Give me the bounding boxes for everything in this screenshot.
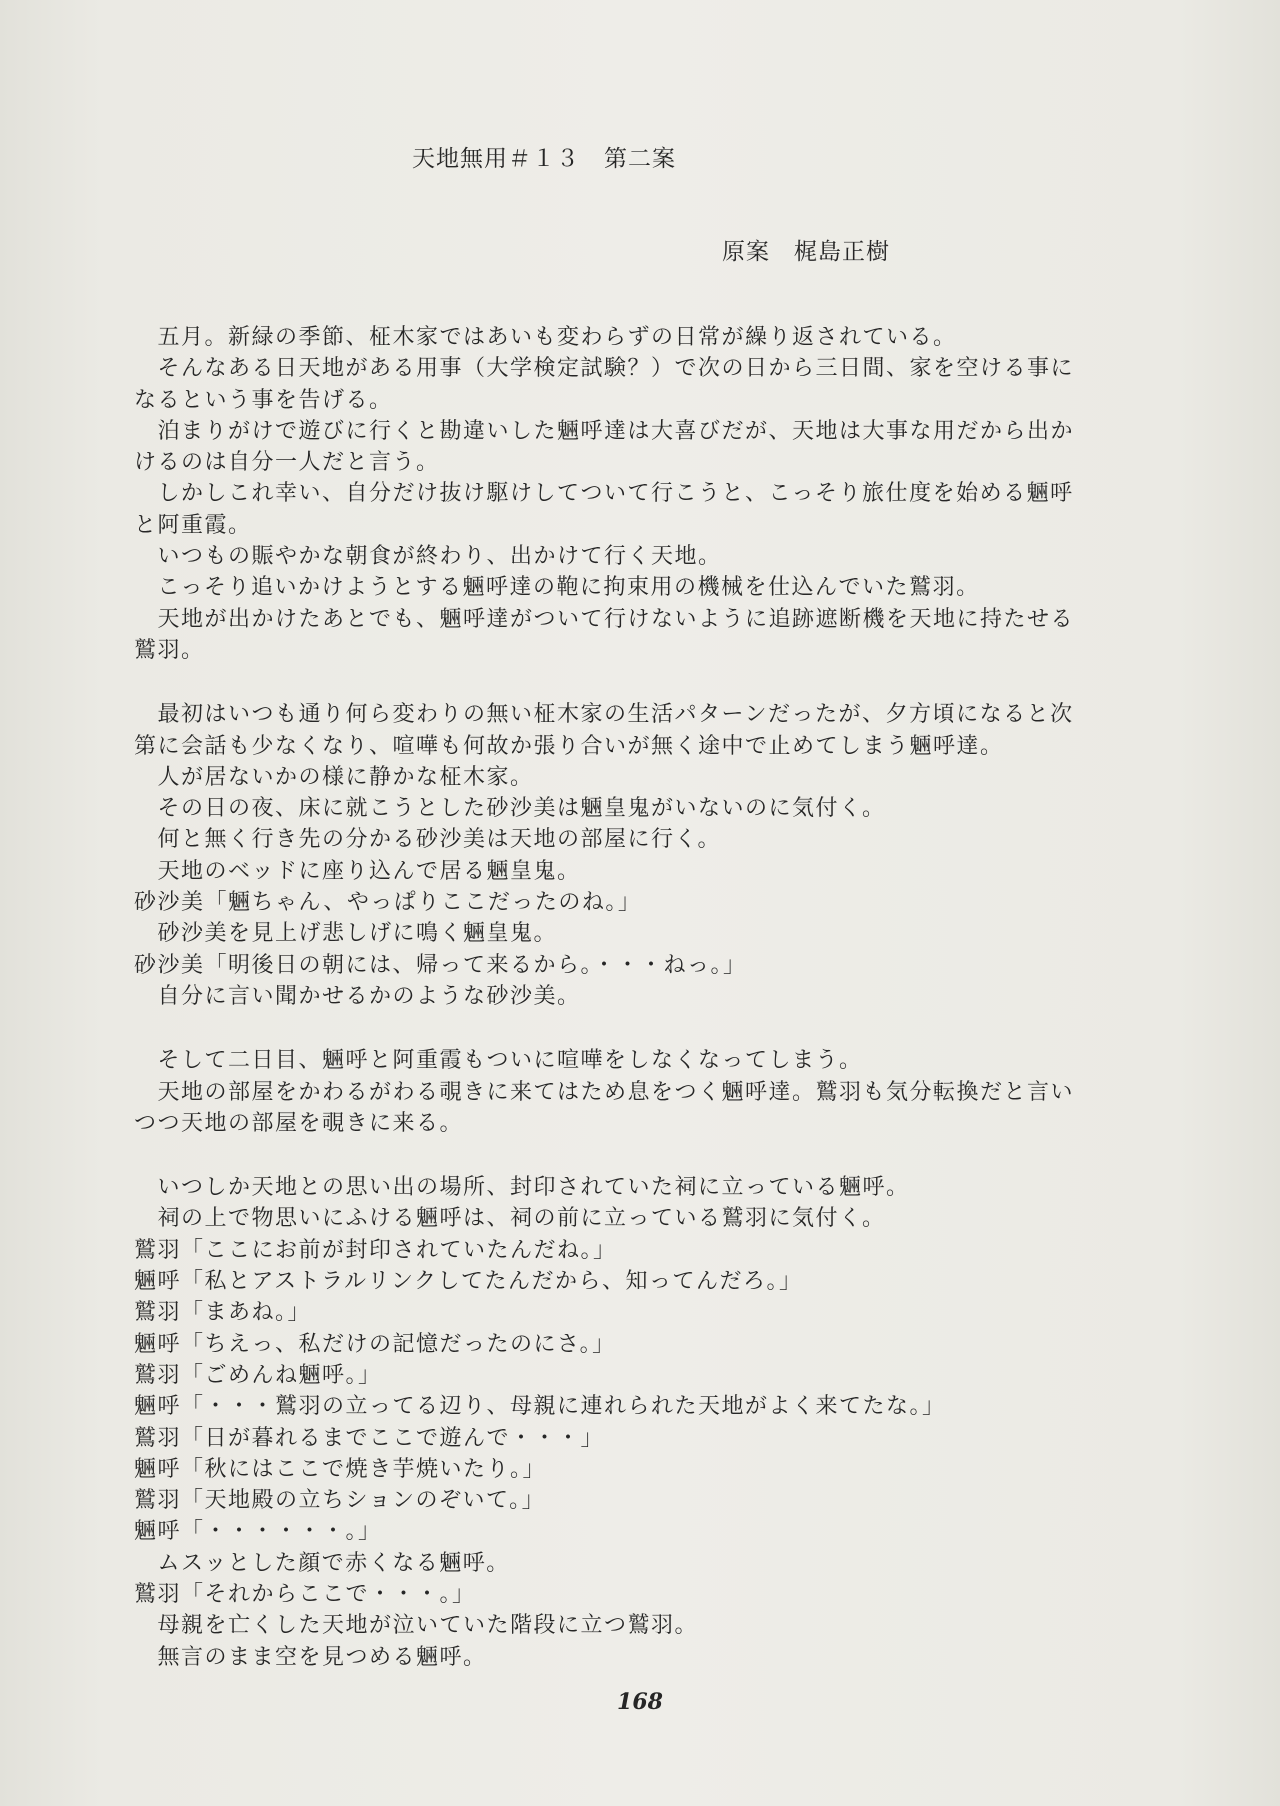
- text-line: そんなある日天地がある用事（大学検定試験？）で次の日から三日間、家を空ける事に: [134, 356, 1075, 382]
- text-line: と阿重霞。: [134, 512, 252, 538]
- text-line: 鷲羽「まあね。」: [134, 1300, 312, 1326]
- text-line: 魎呼「・・・・・・。」: [134, 1519, 382, 1545]
- text-line: 何と無く行き先の分かる砂沙美は天地の部屋に行く。: [134, 827, 722, 853]
- text-line: 最初はいつも通り何ら変わりの無い柾木家の生活パターンだったが、夕方頃になると次: [134, 702, 1074, 728]
- text-line: 天地が出かけたあとでも、魎呼達がついて行けないように追跡遮断機を天地に持たせる: [134, 606, 1075, 632]
- text-line: 鷲羽「ごめんね魎呼。」: [134, 1362, 382, 1388]
- text-line: 天地の部屋をかわるがわる覗きに来てはため息をつく魎呼達。鷲羽も気分転換だと言い: [134, 1079, 1075, 1105]
- text-line: 砂沙美「明後日の朝には、帰って来るから。・・・ねっ。」: [134, 952, 747, 978]
- text-line: 魎呼「・・・鷲羽の立ってる辺り、母親に連れられた天地がよく来てたな。」: [134, 1394, 946, 1420]
- text-line: そして二日目、魎呼と阿重霞もついに喧嘩をしなくなってしまう。: [134, 1048, 863, 1074]
- text-line: こっそり追いかけようとする魎呼達の鞄に拘束用の機械を仕込んでいた鷲羽。: [134, 575, 980, 601]
- text-line: つつ天地の部屋を覗きに来る。: [134, 1110, 464, 1136]
- text-line: 鷲羽「それからここで・・・。」: [134, 1581, 476, 1607]
- author-credit: 原案 梶島正樹: [722, 239, 890, 265]
- page-number: 168: [617, 1689, 663, 1715]
- text-line: しかしこれ幸い、自分だけ抜け駆けしてついて行こうと、こっそり旅仕度を始める魎呼: [134, 481, 1074, 507]
- text-line: 鷲羽。: [134, 637, 205, 663]
- text-line: 第に会話も少なくなり、喧嘩も何故か張り合いが無く途中で止めてしまう魎呼達。: [134, 733, 1004, 759]
- text-line: 鷲羽「天地殿の立ちションのぞいて。」: [134, 1488, 546, 1514]
- document-body: [134, 322, 1164, 1673]
- text-line: 砂沙美を見上げ悲しげに鳴く魎皇鬼。: [134, 921, 558, 947]
- paragraph: [134, 1045, 1164, 1139]
- text-line: 魎呼「ちえっ、私だけの記憶だったのにさ。」: [134, 1331, 616, 1357]
- text-line: けるのは自分一人だと言う。: [134, 450, 440, 476]
- text-line: 鷲羽「日が暮れるまでここで遊んで・・・」: [134, 1425, 605, 1451]
- text-line: 魎呼「私とアストラルリンクしてたんだから、知ってんだろ。」: [134, 1269, 803, 1295]
- text-line: 祠の上で物思いにふける魎呼は、祠の前に立っている鷲羽に気付く。: [134, 1206, 886, 1232]
- text-line: いつしか天地との思い出の場所、封印されていた祠に立っている魎呼。: [134, 1175, 910, 1201]
- text-line: なるという事を告げる。: [134, 387, 393, 413]
- text-line: 人が居ないかの様に静かな柾木家。: [134, 764, 534, 790]
- text-line: 砂沙美「魎ちゃん、やっぱりここだったのね。」: [134, 890, 642, 916]
- paragraph: [134, 699, 1164, 1012]
- text-line: 泊まりがけで遊びに行くと勘違いした魎呼達は大喜びだが、天地は大事な用だから出か: [134, 418, 1075, 444]
- text-line: 鷲羽「ここにお前が封印されていたんだね。」: [134, 1237, 617, 1263]
- paragraph: [134, 1172, 1164, 1673]
- text-line: 無言のまま空を見つめる魎呼。: [134, 1644, 487, 1670]
- text-line: 母親を亡くした天地が泣いていた階段に立つ鷲羽。: [134, 1613, 699, 1639]
- paragraph-gap: [134, 1012, 1164, 1045]
- text-line: 自分に言い聞かせるかのような砂沙美。: [134, 983, 581, 1009]
- text-line: 天地のベッドに座り込んで居る魎皇鬼。: [134, 858, 581, 884]
- text-line: 魎呼「秋にはここで焼き芋焼いたり。」: [134, 1456, 547, 1482]
- document-title: 天地無用＃１３ 第二案: [412, 146, 676, 172]
- text-line: いつもの賑やかな朝食が終わり、出かけて行く天地。: [134, 544, 722, 570]
- paragraph: [134, 322, 1164, 666]
- text-line: 五月。新緑の季節、柾木家ではあいも変わらずの日常が繰り返されている。: [134, 325, 957, 350]
- paragraph-gap: [134, 1139, 1164, 1172]
- text-line: ムスッとした顔で赤くなる魎呼。: [134, 1550, 510, 1576]
- text-line: その日の夜、床に就こうとした砂沙美は魎皇鬼がいないのに気付く。: [134, 796, 886, 822]
- paragraph-gap: [134, 666, 1164, 699]
